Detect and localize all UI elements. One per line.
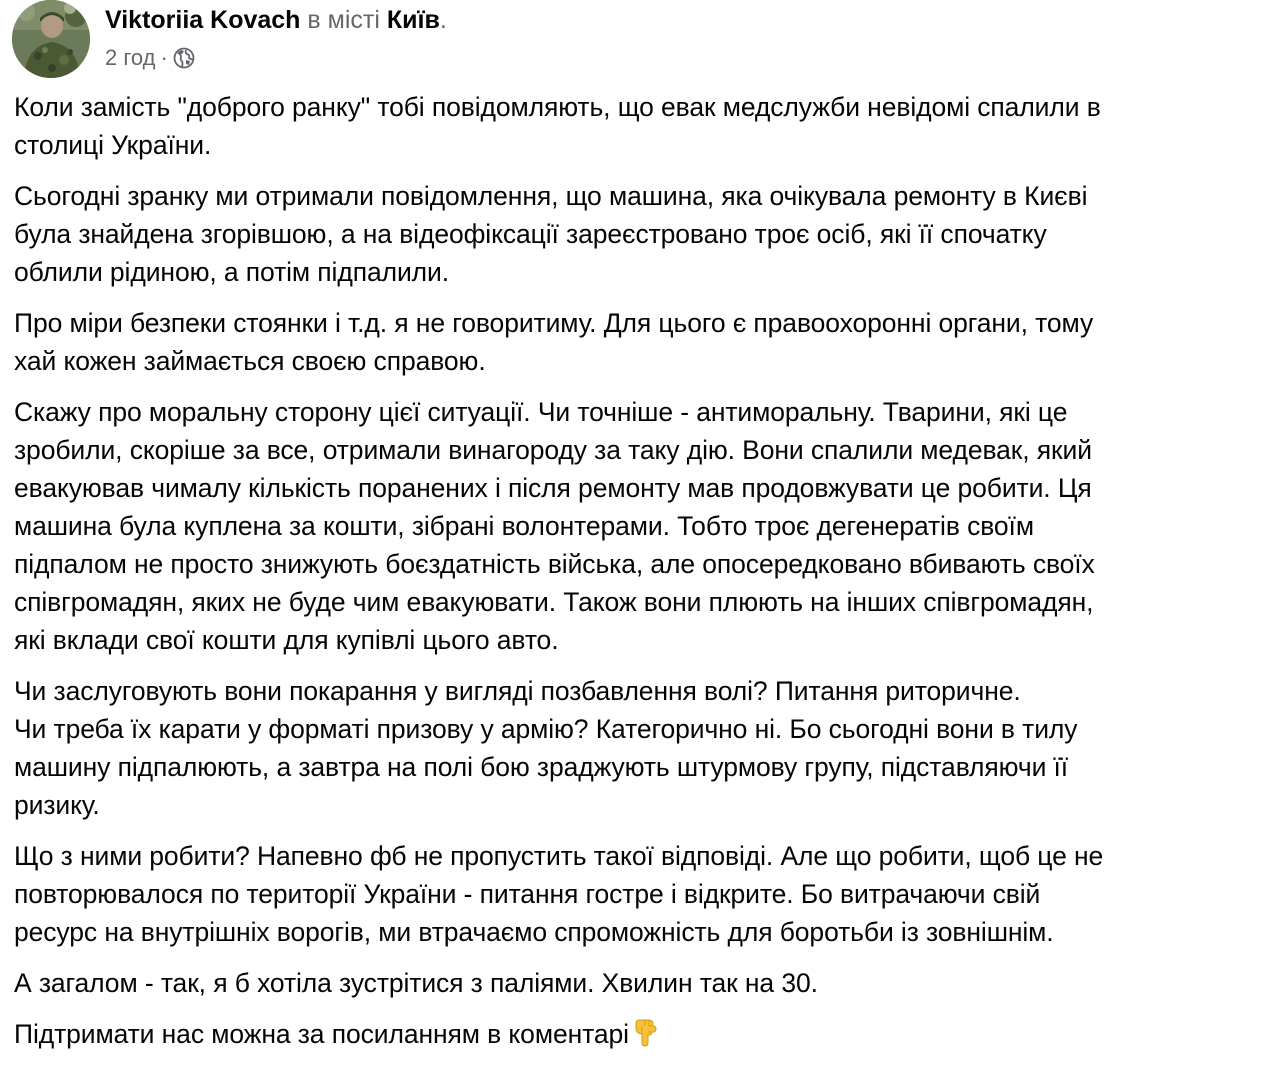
author-avatar[interactable] bbox=[12, 0, 90, 78]
meta-separator: · bbox=[160, 45, 168, 70]
post-text-line: машину підпалюють, а завтра на полі бою зраджують штурмову групу, підставляючи її bbox=[14, 752, 1069, 782]
post-header bbox=[12, 0, 1262, 82]
post-paragraph bbox=[14, 1015, 1264, 1053]
post-text-line: Що з ними робити? Напевно фб не пропустить такої відповіді. Але що робити, щоб це не bbox=[14, 841, 1104, 871]
post-paragraph bbox=[14, 177, 1264, 291]
post-paragraph bbox=[14, 672, 1264, 824]
post-text-line: облили рідиною, а потім підпалили. bbox=[14, 257, 449, 287]
post-text-line: співгромадян, яких не буде чим евакуювати. Також вони плюють на інших співгромадян, bbox=[14, 587, 1094, 617]
post-text-line: ризику. bbox=[14, 790, 100, 820]
post-text-line: Сьогодні зранку ми отримали повідомлення, що машина, яка очікувала ремонту в Києві bbox=[14, 181, 1088, 211]
post-text-line: А загалом - так, я б хотіла зустрітися з паліями. Хвилин так на 30. bbox=[14, 968, 818, 998]
post-text-line: ресурс на внутрішніх ворогів, ми втрачаємо спроможність для боротьби із зовнішнім. bbox=[14, 917, 1054, 947]
soldier-avatar-icon bbox=[12, 0, 90, 78]
post-text-line bbox=[14, 1015, 1264, 1053]
post-timestamp-link[interactable]: 2 год bbox=[105, 45, 156, 70]
post-text-line: Чи треба їх карати у форматі призову у армію? Категорично ні. Бо сьогодні вони в тилу bbox=[14, 714, 1078, 744]
post-paragraph bbox=[14, 964, 1264, 1002]
post-text-line: Чи заслуговують вони покарання у вигляді позбавлення волі? Питання риторичне. bbox=[14, 676, 1021, 706]
post-text-line: повторювалося по території України - питання гостре і відкрите. Бо витрачаючи свій bbox=[14, 879, 1041, 909]
location-prefix: в місті bbox=[300, 6, 387, 34]
post-text-line: підпалом не просто знижують боєздатність війська, але опосередковано вбивають своїх bbox=[14, 549, 1095, 579]
pointing-down-hand-icon bbox=[631, 1017, 661, 1047]
post-paragraph bbox=[14, 304, 1264, 380]
author-line bbox=[105, 3, 447, 37]
post-text-line: Про міри безпеки стоянки і т.д. я не говоритиму. Для цього є правоохоронні органи, тому bbox=[14, 308, 1094, 338]
post-text-line: Скажу про моральну сторону цієї ситуації. Чи точніше - антиморальну. Тварини, які це bbox=[14, 397, 1068, 427]
post-meta bbox=[105, 42, 195, 74]
post-text-line: була знайдена згорівшою, а на відеофіксації зареєстровано троє осіб, які її спочатку bbox=[14, 219, 1047, 249]
post-text-line: машина була куплена за кошти, зібрані волонтерами. Тобто троє дегенератів своїм bbox=[14, 511, 1034, 541]
author-name-link[interactable]: Viktoriia Kovach bbox=[105, 6, 301, 34]
post-paragraph bbox=[14, 837, 1264, 951]
post-body bbox=[14, 88, 1264, 1066]
post-text-line: Коли замість "доброго ранку" тобі повідомляють, що евак медслужби невідомі спалили в bbox=[14, 92, 1101, 122]
post-paragraph bbox=[14, 393, 1264, 659]
city-link[interactable]: Київ bbox=[386, 6, 440, 34]
post-text-line: столиці України. bbox=[14, 130, 212, 160]
post-text-line: які вклади свої кошти для купівлі цього авто. bbox=[14, 625, 559, 655]
post-text-segment: Підтримати нас можна за посиланням в коментарі bbox=[14, 1019, 629, 1049]
post-paragraph bbox=[14, 88, 1264, 164]
city-suffix: . bbox=[439, 6, 447, 34]
post-text-line: хай кожен займається своєю справою. bbox=[14, 346, 486, 376]
post-text-line: зробили, скоріше за все, отримали винагороду за таку дію. Вони спалили медевак, який bbox=[14, 435, 1092, 465]
globe-icon[interactable] bbox=[173, 47, 195, 69]
post-text-line: евакуював чималу кількість поранених і після ремонту мав продовжувати це робити. Ця bbox=[14, 473, 1092, 503]
